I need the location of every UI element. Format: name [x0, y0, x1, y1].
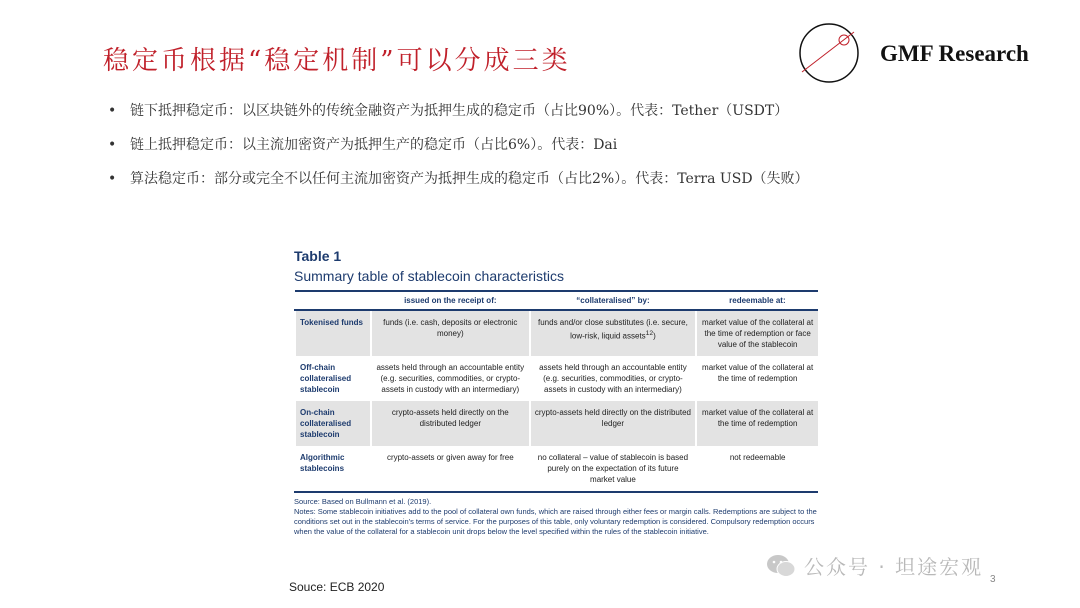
table-header-cell: redeemable at:	[696, 291, 818, 310]
table-cell: assets held through an accountable entity (e.g. securities, commodities, or crypto-assets in custody with an intermediary)	[530, 356, 697, 401]
table-cell: funds (i.e. cash, deposits or electronic money)	[371, 310, 530, 356]
stablecoin-table-figure	[294, 248, 824, 537]
row-header: Tokenised funds	[295, 310, 371, 356]
table-cell: crypto-assets held directly on the distributed ledger	[530, 401, 697, 446]
row-header: Off-chain collateralised stablecoin	[295, 356, 371, 401]
bullet-item: • 算法稳定币：部分或完全不以任何主流加密资产为抵押生成的稳定币（占比2%）。代表：Terra USD（失败）	[108, 171, 809, 187]
slide-title: 稳定币根据“稳定机制”可以分成三类	[103, 46, 571, 76]
cell-text-end: )	[653, 331, 656, 341]
page-number: 3	[990, 574, 996, 585]
table-row	[295, 446, 818, 492]
gmf-logo-icon	[798, 22, 860, 84]
table-label: Table 1	[294, 248, 342, 264]
table-row	[295, 356, 818, 401]
watermark	[766, 551, 983, 580]
table-cell: market value of the collateral at the time of redemption or face value of the stablecoin	[696, 310, 818, 356]
watermark-text: 公众号 · 坦途宏观	[804, 555, 984, 579]
table-cell	[530, 310, 697, 356]
bullet-text: 算法稳定币：部分或完全不以任何主流加密资产为抵押生成的稳定币（占比2%）。代表：Terra USD（失败）	[130, 171, 809, 187]
table-row	[295, 310, 818, 356]
table-notes-text: Notes: Some stablecoin initiatives add to the pool of collateral own funds, which are raised through either fees or margin calls. Redemptions are subject to the conditions set out in the stablecoin's terms of service. For the purposes of this table, only voluntary redemption is considered. Compulsory redemption occurs when the value of the collateral for a stablecoin unit drops below the level specified within the rules of the stablecoin initiative.	[294, 507, 817, 536]
table-header-cell: “collateralised” by:	[530, 291, 697, 310]
table-cell: no collateral – value of stablecoin is based purely on the expectation of its future market value	[530, 446, 697, 492]
table-cell: not redeemable	[696, 446, 818, 492]
row-header: On-chain collateralised stablecoin	[295, 401, 371, 446]
table-cell: market value of the collateral at the time of redemption	[696, 401, 818, 446]
bullet-text: 链上抵押稳定币：以主流加密资产为抵押生产的稳定币（占比6%）。代表：Dai	[130, 137, 618, 153]
table-header-cell	[295, 291, 371, 310]
slide-source: Souce: ECB 2020	[289, 580, 385, 594]
table-notes	[294, 497, 818, 537]
table-cell: crypto-assets or given away for free	[371, 446, 530, 492]
bullet-item: • 链上抵押稳定币：以主流加密资产为抵押生产的稳定币（占比6%）。代表：Dai	[108, 137, 618, 153]
table-row	[295, 401, 818, 446]
table-cell: market value of the collateral at the time of redemption	[696, 356, 818, 401]
table-header-cell: issued on the receipt of:	[371, 291, 530, 310]
bullet-item: • 链下抵押稳定币：以区块链外的传统金融资产为抵押生成的稳定币（占比90%）。代表：Tether（USDT）	[108, 103, 789, 119]
table-cell: assets held through an accountable entity (e.g. securities, commodities, or crypto-assets in custody with an intermediary)	[371, 356, 530, 401]
stablecoin-table	[294, 290, 818, 493]
wechat-icon	[766, 553, 796, 579]
bullet-text: 链下抵押稳定币：以区块链外的传统金融资产为抵押生成的稳定币（占比90%）。代表：Tether（USDT）	[130, 103, 789, 119]
table-cell: crypto-assets held directly on the distributed ledger	[371, 401, 530, 446]
brand-name: GMF Research	[880, 41, 1029, 66]
cell-text: funds and/or close substitutes (i.e. secure, low-risk, liquid assets	[538, 318, 688, 341]
table-source-note: Source: Based on Bullmann et al. (2019).	[294, 497, 432, 506]
table-subtitle: Summary table of stablecoin characteristics	[294, 268, 564, 284]
table-header-row	[295, 291, 818, 310]
footnote-ref: 12	[645, 330, 654, 337]
bullet-list	[108, 100, 1008, 202]
row-header: Algorithmic stablecoins	[295, 446, 371, 492]
